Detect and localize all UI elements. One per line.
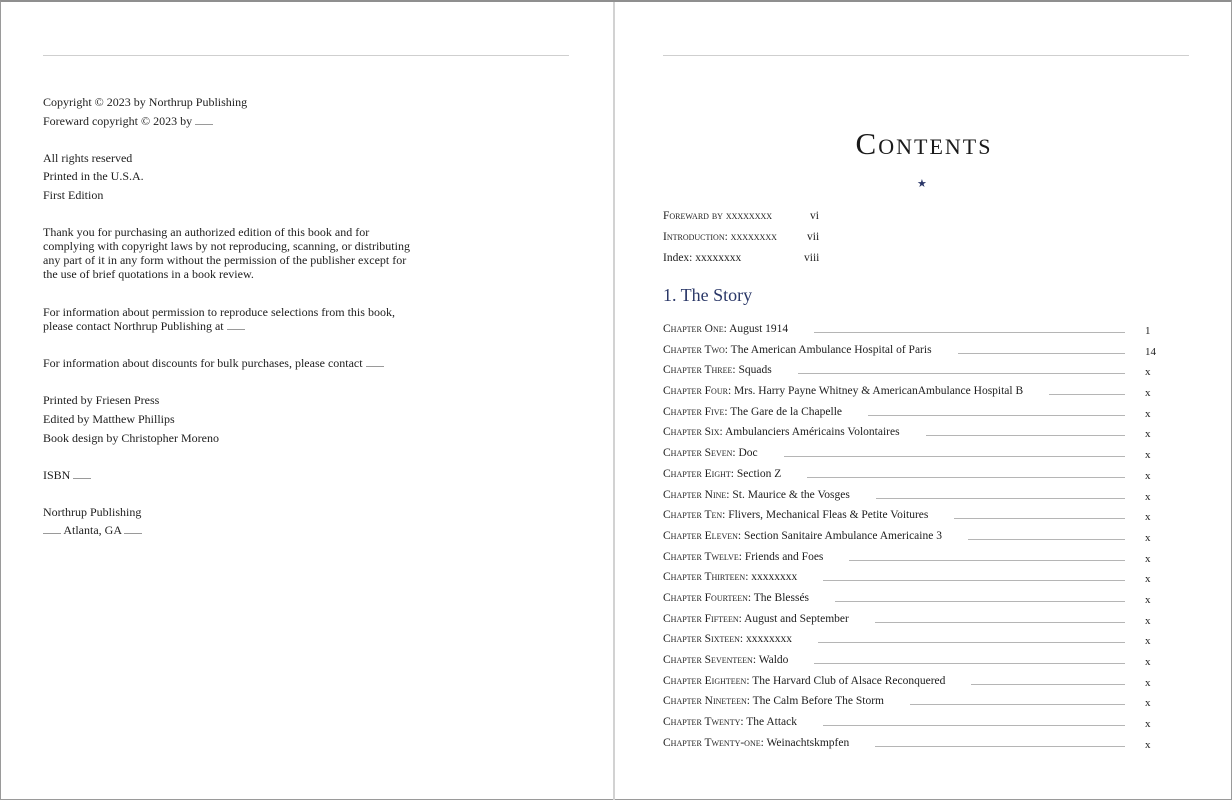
chapter-page-number: x bbox=[1145, 593, 1151, 606]
chapter-title: Doc bbox=[738, 447, 758, 460]
chapter-label bbox=[663, 381, 1023, 401]
chapter-entry bbox=[663, 485, 1125, 505]
chapter-number: Chapter Fourteen: bbox=[663, 591, 752, 604]
thank-you-paragraph: Thank you for purchasing an authorized edition of this book and for complying with copyright laws by not reproducing, scanning, or distributing any part of it in any form without the permission of the publisher except for the use of brief quotations in a book review. bbox=[43, 225, 410, 281]
chapter-row[interactable] bbox=[663, 609, 1163, 630]
publisher-address bbox=[43, 523, 142, 537]
chapter-entry bbox=[663, 650, 1125, 670]
chapter-label bbox=[663, 443, 758, 463]
chapter-page-number: x bbox=[1145, 531, 1151, 544]
chapter-row[interactable] bbox=[663, 567, 1163, 588]
chapter-number: Chapter Four: bbox=[663, 385, 732, 398]
chapter-title: Mrs. Harry Payne Whitney & AmericanAmbulance Hospital B bbox=[734, 385, 1024, 398]
chapter-page-number: x bbox=[1145, 552, 1151, 565]
chapter-entry bbox=[663, 733, 1125, 753]
chapter-title: The Gare de la Chapelle bbox=[730, 405, 842, 418]
front-matter-index[interactable]: Index: xxxxxxxx bbox=[663, 252, 742, 264]
chapter-number: Chapter Nineteen: bbox=[663, 695, 750, 708]
chapter-label bbox=[663, 733, 849, 753]
isbn-label: ISBN bbox=[43, 468, 71, 482]
chapter-label bbox=[663, 567, 797, 587]
front-matter-introduction[interactable]: Introduction: xxxxxxxx bbox=[663, 231, 777, 243]
printed-in: Printed in the U.S.A. bbox=[43, 169, 144, 183]
foreward-copyright-line bbox=[43, 114, 213, 128]
chapter-label bbox=[663, 691, 884, 711]
chapter-label bbox=[663, 319, 788, 339]
chapter-page-number: x bbox=[1145, 366, 1151, 379]
leader-rule bbox=[876, 498, 1125, 499]
chapter-number: Chapter Three: bbox=[663, 364, 736, 377]
chapter-label bbox=[663, 588, 809, 608]
leader-rule bbox=[814, 332, 1125, 333]
section-heading: 1. The Story bbox=[663, 285, 753, 305]
leader-rule bbox=[784, 456, 1125, 457]
chapter-title: The Calm Before The Storm bbox=[752, 695, 884, 708]
chapter-list bbox=[663, 319, 1163, 753]
chapter-number: Chapter Six: bbox=[663, 426, 723, 439]
design-by: Book design by Christopher Moreno bbox=[43, 431, 219, 445]
chapter-title: xxxxxxxx bbox=[746, 633, 793, 646]
header-rule bbox=[663, 55, 1189, 56]
leader-rule bbox=[823, 580, 1125, 581]
front-matter-introduction-page: vii bbox=[807, 231, 820, 243]
permission-paragraph bbox=[43, 305, 413, 333]
chapter-title: Squads bbox=[738, 364, 772, 377]
chapter-row[interactable] bbox=[663, 650, 1163, 671]
foreward-copyright-text: Foreward copyright © 2023 by bbox=[43, 114, 193, 128]
leader-rule bbox=[926, 435, 1125, 436]
chapter-entry bbox=[663, 547, 1125, 567]
permission-text: For information about permission to reproduce selections from this book, please contact Northrup Publishing at bbox=[43, 305, 395, 333]
chapter-entry bbox=[663, 671, 1125, 691]
chapter-page-number: x bbox=[1145, 718, 1151, 731]
chapter-title: Section Sanitaire Ambulance Americaine 3 bbox=[743, 529, 942, 542]
chapter-row[interactable] bbox=[663, 712, 1163, 733]
leader-rule bbox=[954, 518, 1125, 519]
chapter-entry bbox=[663, 443, 1125, 463]
leader-rule bbox=[814, 663, 1125, 664]
chapter-page-number: x bbox=[1145, 656, 1151, 668]
chapter-row[interactable] bbox=[663, 629, 1163, 650]
chapter-page-number: x bbox=[1145, 428, 1151, 441]
chapter-entry bbox=[663, 567, 1125, 587]
chapter-label bbox=[663, 526, 942, 546]
leader-rule bbox=[958, 353, 1125, 354]
chapter-number: Chapter Ten: bbox=[663, 509, 726, 522]
contents-page bbox=[617, 2, 1231, 800]
chapter-row[interactable] bbox=[663, 526, 1163, 547]
star-ornament-icon: ★ bbox=[917, 178, 927, 190]
chapter-page-number: x bbox=[1145, 697, 1151, 710]
chapter-number: Chapter Thirteen: bbox=[663, 571, 749, 584]
chapter-entry bbox=[663, 464, 1125, 484]
leader-rule bbox=[868, 415, 1125, 416]
chapter-row[interactable] bbox=[663, 443, 1163, 464]
chapter-page-number: x bbox=[1145, 490, 1151, 503]
chapter-number: Chapter Nine: bbox=[663, 488, 730, 501]
chapter-entry bbox=[663, 422, 1125, 442]
chapter-title: St. Maurice & the Vosges bbox=[732, 488, 850, 501]
blank-line bbox=[73, 478, 91, 479]
leader-rule bbox=[875, 622, 1125, 623]
chapter-label bbox=[663, 650, 788, 670]
rights-reserved: All rights reserved bbox=[43, 151, 133, 165]
chapter-entry bbox=[663, 712, 1125, 732]
chapter-number: Chapter Twenty-one: bbox=[663, 736, 764, 749]
chapter-row[interactable] bbox=[663, 485, 1163, 506]
leader-rule bbox=[798, 373, 1125, 374]
chapter-entry bbox=[663, 360, 1125, 380]
chapter-entry bbox=[663, 340, 1125, 360]
chapter-page-number: x bbox=[1145, 738, 1151, 751]
chapter-label bbox=[663, 464, 781, 484]
header-rule bbox=[43, 55, 569, 56]
chapter-number: Chapter Two: bbox=[663, 343, 728, 356]
chapter-page-number: 1 bbox=[1145, 325, 1151, 337]
chapter-row[interactable] bbox=[663, 547, 1163, 568]
blank-line bbox=[366, 366, 384, 367]
chapter-row[interactable] bbox=[663, 733, 1163, 754]
chapter-entry bbox=[663, 319, 1125, 339]
blank-line bbox=[43, 533, 61, 534]
chapter-label bbox=[663, 629, 792, 649]
chapter-title: Section Z bbox=[736, 467, 782, 480]
chapter-page-number: x bbox=[1145, 676, 1151, 689]
publisher-name: Northrup Publishing bbox=[43, 505, 142, 519]
leader-rule bbox=[823, 725, 1125, 726]
chapter-title: Flivers, Mechanical Fleas & Petite Voitures bbox=[728, 509, 929, 522]
copyright-page bbox=[1, 2, 615, 800]
chapter-row[interactable] bbox=[663, 505, 1163, 526]
chapter-number: Chapter Seventeen: bbox=[663, 654, 757, 666]
chapter-title: Ambulanciers Américains Volontaires bbox=[724, 426, 900, 439]
chapter-label bbox=[663, 422, 900, 442]
chapter-number: Chapter Twenty: bbox=[663, 716, 744, 729]
chapter-number: Chapter Eighteen: bbox=[663, 674, 750, 687]
leader-rule bbox=[818, 642, 1125, 643]
chapter-label bbox=[663, 505, 928, 525]
printed-by: Printed by Friesen Press bbox=[43, 393, 160, 407]
leader-rule bbox=[1049, 394, 1125, 395]
chapter-title: The Harvard Club of Alsace Reconquered bbox=[752, 674, 946, 687]
chapter-title: The American Ambulance Hospital of Paris bbox=[730, 343, 932, 356]
chapter-row[interactable] bbox=[663, 381, 1163, 402]
chapter-number: Chapter Fifteen: bbox=[663, 612, 742, 625]
isbn-line bbox=[43, 468, 91, 482]
chapter-entry bbox=[663, 629, 1125, 649]
chapter-label bbox=[663, 340, 932, 360]
chapter-label bbox=[663, 609, 849, 629]
chapter-title: Weinachtskmpfen bbox=[766, 736, 850, 749]
chapter-label bbox=[663, 402, 842, 422]
edition: First Edition bbox=[43, 188, 104, 202]
chapter-row[interactable] bbox=[663, 464, 1163, 485]
chapter-number: Chapter Five: bbox=[663, 405, 728, 418]
chapter-row[interactable] bbox=[663, 360, 1163, 381]
blank-line bbox=[195, 124, 213, 125]
chapter-row[interactable] bbox=[663, 340, 1163, 361]
chapter-page-number: x bbox=[1145, 407, 1151, 420]
chapter-page-number: x bbox=[1145, 573, 1151, 586]
chapter-entry bbox=[663, 381, 1125, 401]
chapter-page-number: 14 bbox=[1145, 345, 1156, 358]
discount-paragraph bbox=[43, 356, 384, 370]
front-matter-index-page: viii bbox=[804, 252, 820, 264]
chapter-title: August 1914 bbox=[729, 323, 789, 335]
chapter-number: Chapter One: bbox=[663, 323, 727, 335]
chapter-row[interactable] bbox=[663, 691, 1163, 712]
chapter-row[interactable] bbox=[663, 319, 1163, 340]
chapter-title: August and September bbox=[744, 612, 849, 625]
chapter-title: The Blessés bbox=[753, 591, 810, 604]
leader-rule bbox=[971, 684, 1125, 685]
leader-rule bbox=[910, 704, 1125, 705]
discount-text: For information about discounts for bulk purchases, please contact bbox=[43, 356, 363, 370]
chapter-entry bbox=[663, 588, 1125, 608]
chapter-label bbox=[663, 671, 945, 691]
publisher-city: Atlanta, GA bbox=[63, 523, 122, 537]
chapter-page-number: x bbox=[1145, 449, 1151, 462]
edited-by: Edited by Matthew Phillips bbox=[43, 412, 175, 426]
chapter-title: Friends and Foes bbox=[744, 550, 824, 563]
chapter-number: Chapter Eleven: bbox=[663, 529, 742, 542]
chapter-page-number: x bbox=[1145, 469, 1151, 482]
leader-rule bbox=[875, 746, 1125, 747]
chapter-label bbox=[663, 360, 772, 380]
chapter-entry bbox=[663, 526, 1125, 546]
front-matter-foreward[interactable]: Foreward by xxxxxxxx bbox=[663, 210, 773, 222]
chapter-number: Chapter Eight: bbox=[663, 467, 734, 480]
chapter-row[interactable] bbox=[663, 588, 1163, 609]
blank-line bbox=[124, 533, 142, 534]
chapter-number: Chapter Seven: bbox=[663, 447, 736, 460]
chapter-page-number: x bbox=[1145, 635, 1151, 648]
leader-rule bbox=[849, 560, 1125, 561]
chapter-entry bbox=[663, 505, 1125, 525]
chapter-title: xxxxxxxx bbox=[751, 571, 798, 584]
chapter-number: Chapter Twelve: bbox=[663, 550, 742, 563]
chapter-label bbox=[663, 485, 850, 505]
chapter-row[interactable] bbox=[663, 402, 1163, 423]
chapter-row[interactable] bbox=[663, 422, 1163, 443]
chapter-title: The Attack bbox=[746, 716, 798, 729]
chapter-entry bbox=[663, 609, 1125, 629]
chapter-entry bbox=[663, 402, 1125, 422]
chapter-row[interactable] bbox=[663, 671, 1163, 692]
leader-rule bbox=[807, 477, 1125, 478]
chapter-number: Chapter Sixteen: bbox=[663, 633, 744, 646]
chapter-page-number: x bbox=[1145, 387, 1151, 400]
chapter-label bbox=[663, 547, 823, 567]
chapter-label bbox=[663, 712, 797, 732]
blank-line bbox=[227, 329, 245, 330]
copyright-line: Copyright © 2023 by Northrup Publishing bbox=[43, 95, 248, 109]
front-matter-foreward-page: vi bbox=[810, 210, 819, 222]
leader-rule bbox=[835, 601, 1125, 602]
chapter-page-number: x bbox=[1145, 511, 1151, 524]
chapter-title: Waldo bbox=[758, 654, 789, 666]
chapter-page-number: x bbox=[1145, 614, 1151, 627]
leader-rule bbox=[968, 539, 1125, 540]
chapter-entry bbox=[663, 691, 1125, 711]
contents-title: Contents bbox=[855, 126, 993, 161]
